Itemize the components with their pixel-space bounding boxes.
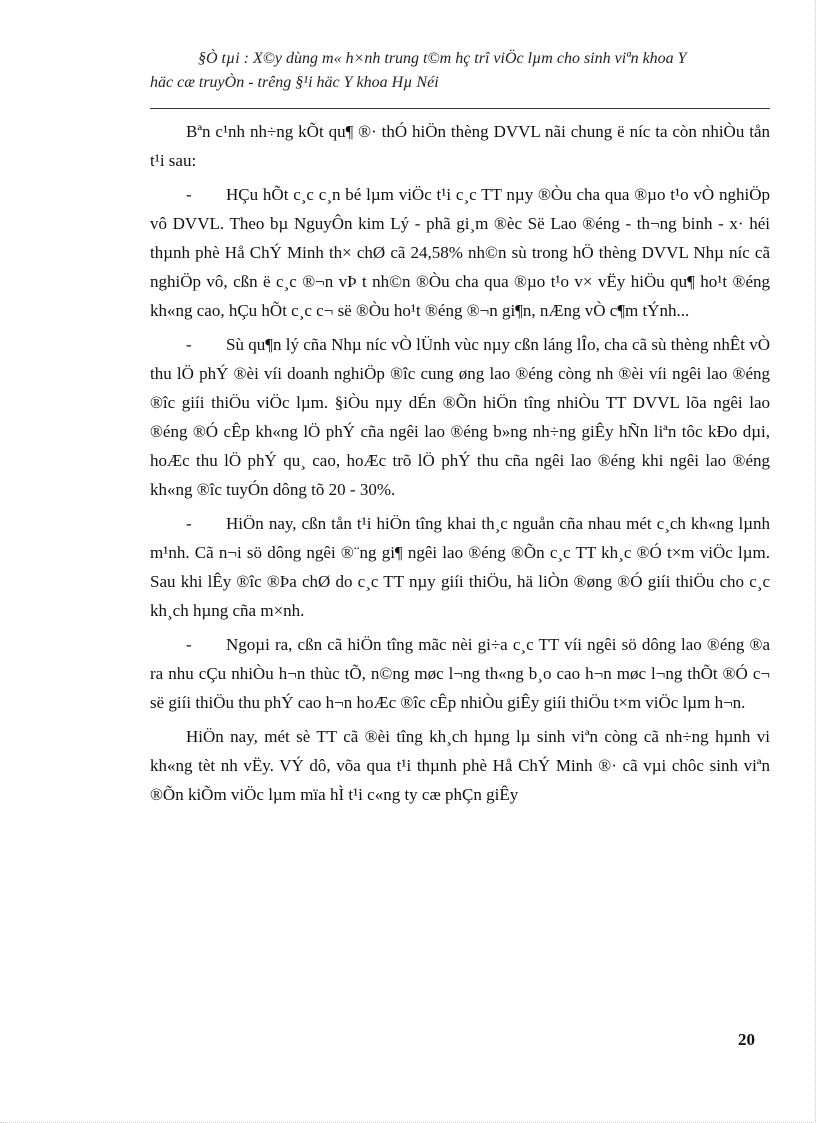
bullet-dash: - <box>186 514 192 533</box>
bullet-item-source-exploitation <box>150 509 770 625</box>
bullet-dash: - <box>186 335 192 354</box>
paragraph-text: Sù qu¶n lý cña Nhµ níc vÒ lÜnh vùc nµy cßn láng lÎo, cha cã sù thèng nhÊt vÒ thu lÖ phÝ ®èi víi doanh nghiÖp ®îc cung øng lao ®éng còng nh ®èi víi ngêi lao ®éng ®îc giíi thiÖu viÖc lµm. §iÒu nµy dÉn ®Õn hiÖn tîng nhiÒu TT DVVL lõa ngêi lao ®éng ®Ó cÊp kh«ng lÖ phÝ cña ngêi lao ®éng b»ng nh÷ng giÊy hÑn liªn tôc kÐo dµi, hoÆc thu lÖ phÝ qu¸ cao, hoÆc trõ lÖ phÝ thu cña ngêi lao ®éng khi ngêi lao ®éng kh«ng ®îc tuyÓn dông tõ 20 - 30%. <box>150 335 770 499</box>
bullet-item-state-management <box>150 330 770 504</box>
bullet-item-collusion <box>150 630 770 717</box>
header-line-1: §Ò tµi : X©y dùng m« h×nh trung t©m hç trî viÖc lµm cho sinh viªn khoa Y <box>198 50 687 67</box>
paragraph-text: HÇu hÕt c¸c c¸n bé lµm viÖc t¹i c¸c TT nµy ®Òu cha qua ®µo t¹o vÒ nghiÖp vô DVVL. Theo bµ NguyÔn kim Lý - phã gi¸m ®èc Së Lao ®éng - th¬ng binh - x· héi thµnh phè Hå ChÝ Minh th× chØ cã 24,58% nh©n sù trong hÖ thèng DVVL Nhµ níc cã nghiÖp vô, cßn ë c¸c ®¬n vÞ t nh©n ®Òu cha qua ®µo t¹o v× vËy hiÖu qu¶ ho¹t ®éng kh«ng cao, hÇu hÕt c¸c c¬ së ®Òu ho¹t ®éng ®¬n gi¶n, nÆng vÒ c¶m tÝnh... <box>150 185 770 320</box>
header-line-2: häc cæ truyÒn - trêng §¹i häc Y khoa Hµ Néi <box>150 74 439 91</box>
paragraph-students <box>150 722 770 809</box>
paragraph-text: Bªn c¹nh nh÷ng kÕt qu¶ ®· thÓ hiÖn thèng DVVL nãi chung ë níc ta còn nhiÒu tån t¹i sau: <box>150 122 770 170</box>
running-header <box>150 47 760 95</box>
paragraph-text: HiÖn nay, mét sè TT cã ®èi tîng kh¸ch hµng lµ sinh viªn còng cã nh÷ng hµnh vi kh«ng tèt nh vËy. VÝ dô, võa qua t¹i thµnh phè Hå ChÝ Minh ®· cã vµi chôc sinh viªn ®Õn kiÕm viÖc lµm mïa hÌ t¹i c«ng ty cæ phÇn giÊy <box>150 727 770 804</box>
paragraph-text: HiÖn nay, cßn tån t¹i hiÖn tîng khai th¸c nguån cña nhau mét c¸ch kh«ng lµnh m¹nh. Cã n¬i sö dông ngêi ®¨ng gi¶ ngêi lao ®éng ®Õn c¸c TT kh¸c ®Ó t×m viÖc lµm. Sau khi lÊy ®îc ®Þa chØ do c¸c TT nµy giíi thiÖu, hä liÒn ®øng ®Ó giíi thiÖu cho c¸c kh¸ch hµng cña m×nh. <box>150 514 770 620</box>
bullet-dash: - <box>186 185 192 204</box>
header-divider <box>150 108 770 109</box>
paragraph-intro <box>150 117 770 175</box>
bullet-item-staff-training <box>150 180 770 325</box>
paragraph-text: Ngoµi ra, cßn cã hiÖn tîng mãc nèi gi÷a c¸c TT víi ngêi sö dông lao ®éng ®a ra nhu cÇu nhiÒu h¬n thùc tÕ, n©ng møc l¬ng th«ng b¸o cao h¬n møc l¬ng thÕt ®Ó c¬ së giíi thiÖu thu phÝ cao h¬n hoÆc ®îc cÊp nhiÒu giÊy giíi thiÖu t×m viÖc lµm h¬n. <box>150 635 770 712</box>
page-number: 20 <box>738 1030 755 1049</box>
bullet-dash: - <box>186 635 192 654</box>
document-body <box>150 117 770 814</box>
